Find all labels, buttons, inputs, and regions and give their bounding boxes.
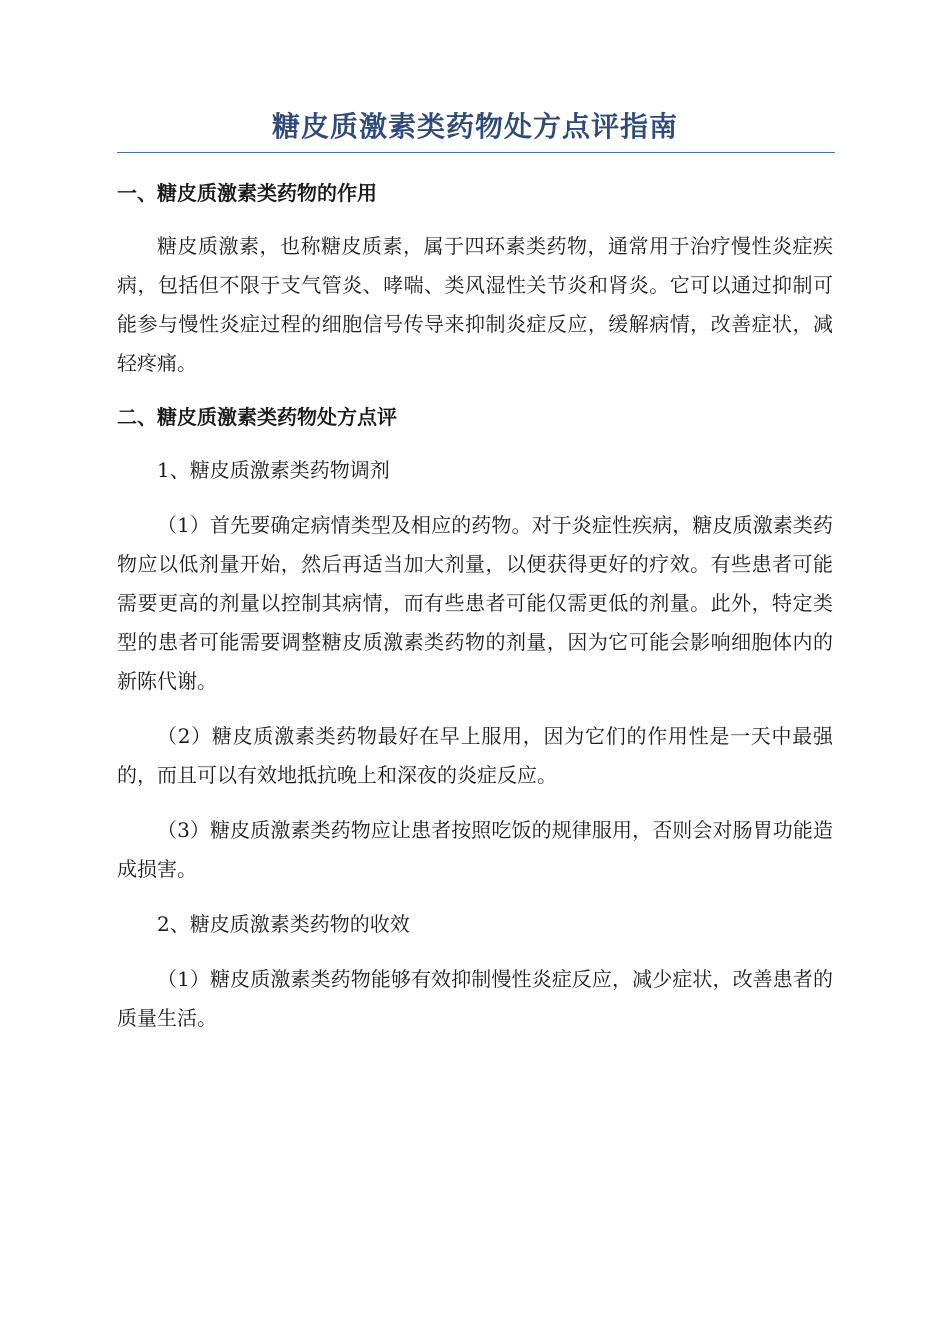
subsection-heading-2: 2、糖皮质激素类药物的收效 [157, 912, 410, 936]
list-item: （3）糖皮质激素类药物应让患者按照吃饭的规律服用，否则会对肠胃功能造成损害。 [117, 818, 833, 881]
document-page [117, 110, 833, 1038]
list-item: （1）糖皮质激素类药物能够有效抑制慢性炎症反应，减少症状，改善患者的质量生活。 [117, 967, 833, 1030]
document-title: 糖皮质激素类药物处方点评指南 [271, 110, 678, 143]
section-heading-2: 二、糖皮质激素类药物处方点评 [117, 405, 397, 429]
section-1-paragraph: 糖皮质激素，也称糖皮质素，属于四环素类药物，通常用于治疗慢性炎症疾病，包括但不限于支气管炎、哮喘、类风湿性关节炎和肾炎。它可以通过抑制可能参与慢性炎症过程的细胞信号传导来抑制炎症反应，缓解病情，改善症状，减轻疼痛。 [117, 234, 833, 375]
section-heading-1: 一、糖皮质激素类药物的作用 [117, 181, 377, 205]
subsection-heading-1: 1、糖皮质激素类药物调剂 [157, 458, 390, 482]
list-item: （2）糖皮质激素类药物最好在早上服用，因为它们的作用性是一天中最强的，而且可以有效地抵抗晚上和深夜的炎症反应。 [117, 724, 833, 787]
list-item: （1）首先要确定病情类型及相应的药物。对于炎症性疾病，糖皮质激素类药物应以低剂量开始，然后再适当加大剂量，以便获得更好的疗效。有些患者可能需要更高的剂量以控制其病情，而有些患者可能仅需更低的剂量。此外，特定类型的患者可能需要调整糖皮质激素类药物的剂量，因为它可能会影响细胞体内的新陈代谢。 [117, 513, 833, 693]
title-divider [117, 152, 835, 153]
